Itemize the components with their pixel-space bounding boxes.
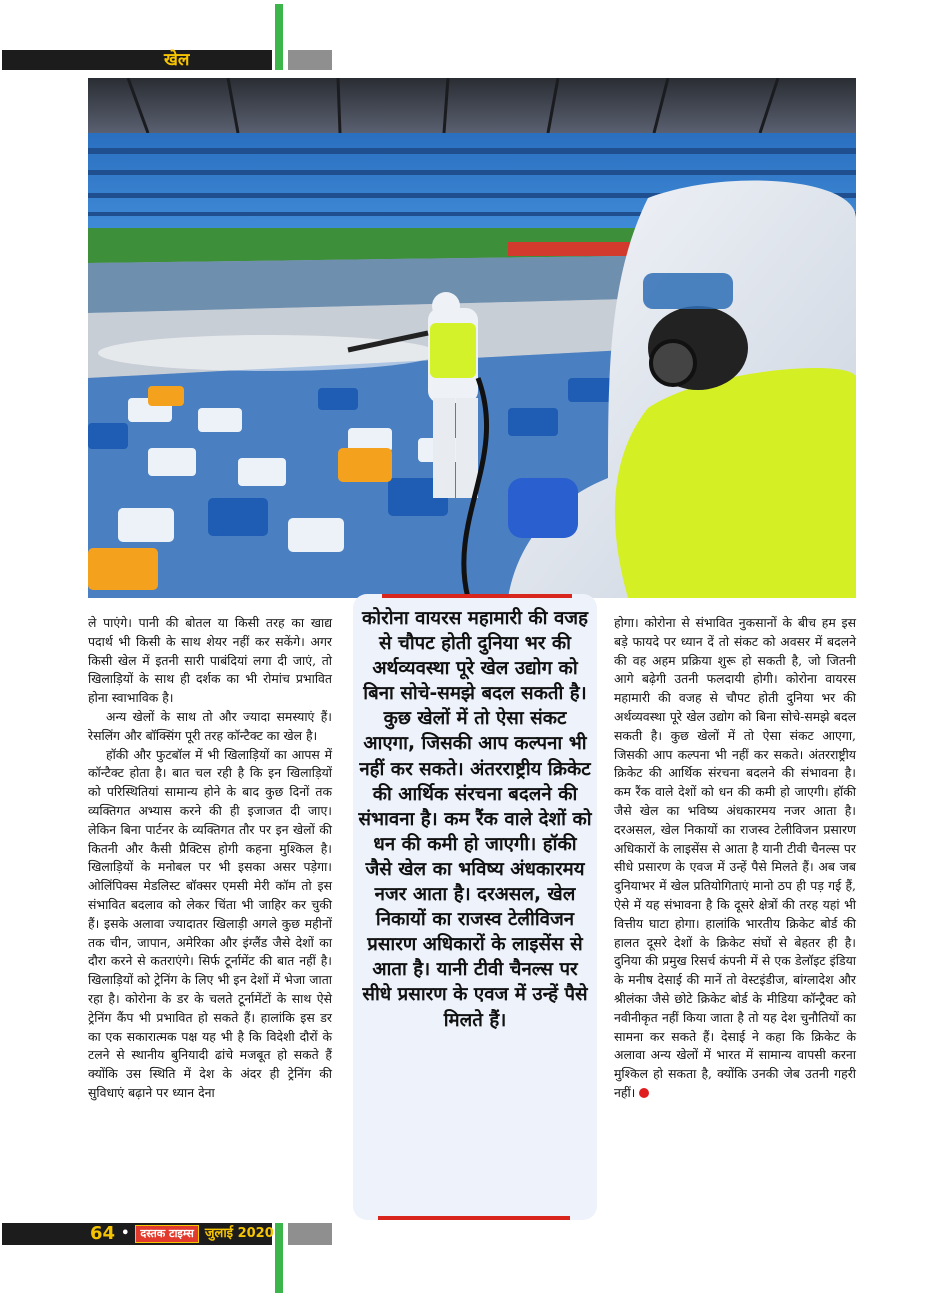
header-gray-block bbox=[288, 50, 332, 70]
left-paragraph-3: हॉकी और फुटबॉल में भी खिलाड़ियों का आपस में कॉन्टैक्ट होता है। बात चल रही है कि इन खिलाड़ियों को परिस्थितियां सामान्य होने के बाद कुछ दिनों तक व्यक्तिगत अभ्यास करने की ही इजाजत दी जाए। लेकिन बिना पार्टनर के व्यक्तिगत तौर पर इन खेलों की कितनी और कैसी प्रैक्टिस होगी कहना मुश्किल है। खिलाड़ियों के मनोबल पर भी इसका असर पड़ेगा। ओलिंपिक्स मेडलिस्ट बॉक्सर एमसी मेरी कॉम तो इस संभावित बदलाव को लेकर चिंता भी जाहिर कर चुकी हैं। इसके अलावा ज्यादातर खिलाड़ी अगले कुछ महीनों तक चीन, जापान, अमेरिका और इंग्लैंड जैसे देशों का दौरा करने से कतराएंगे। सिर्फ टूर्नामेंट की बात नहीं है। खिलाड़ियों को ट्रेनिंग के लिए भी इन देशों में भेजा जाता रहा है। कोरोना के डर के चलते टूर्नामेंटों के साथ ऐसे ट्रेनिंग कैंप भी प्रभावित हो सकते हैं। हालांकि इस डर का एक सकारात्मक पक्ष यह भी है कि विदेशी दौरों के टलने से स्थानीय बुनियादी ढांचे मजबूत हो सकते हैं क्योंकि उस स्थिति में देश के अंदर ही ट्रेनिंग की सुविधाएं बढ़ाने पर ध्यान देना bbox=[88, 746, 332, 1100]
left-paragraph-2: अन्य खेलों के साथ तो और ज्यादा समस्याएं हैं। रेसलिंग और बॉक्सिंग पूरी तरह कॉन्टैक्ट का खेल है। bbox=[88, 708, 332, 743]
section-label: खेल bbox=[164, 50, 190, 70]
header-green-stripe bbox=[275, 4, 283, 70]
end-mark-icon bbox=[639, 1088, 649, 1098]
footer-gray-block bbox=[288, 1223, 332, 1245]
magazine-logo: दस्तक टाइम्स bbox=[135, 1225, 198, 1243]
stadium-disinfection-photo bbox=[88, 78, 856, 598]
page-number: 64 bbox=[90, 1223, 116, 1244]
bullet-icon: • bbox=[121, 1226, 130, 1241]
right-paragraph-1-text: होगा। कोरोना से संभावित नुकसानों के बीच हम इस बड़े फायदे पर ध्यान दें तो संकट को अवसर में बदलने की वह अहम प्रक्रिया शुरू हो सकती है, जो जितनी आगे बढ़ेगी उतनी फलदायी होगी। कोरोना वायरस महामारी की वजह से चौपट होती दुनिया भर की अर्थव्यवस्था पूरे खेल उद्योग को बिना सोचे-समझे बदल सकती है। कुछ खेलों में तो ऐसा संकट आएगा, जिसकी आप कल्पना भी नहीं कर सकते। अंतरराष्ट्रीय क्रिकेट की आर्थिक संरचना बदलने की संभावना है। कम रैंक वाले देशों को धन की कमी हो जाएगी। हॉकी जैसे खेल का भविष्य अंधकारमय नजर आता है। दरअसल, खेल निकायों का राजस्व टेलीविजन प्रसारण अधिकारों के लाइसेंस से आता है यानी टीवी चैनल्स पर सीधे प्रसारण के एवज में उन्हें पैसे मिलते हैं। अब जब दुनियाभर में खेल प्रतियोगिताएं मानो ठप ही पड़ गई हैं, ऐसे में यह संभावना है कि दूसरे क्षेत्रों की तरह यहां भी वित्तीय घाटा होगा। हालांकि भारतीय क्रिकेट बोर्ड की हालत दूसरे देशों के क्रिकेट संघों से बेहतर ही है। दुनिया की प्रमुख रिसर्च कंपनी में से एक डेलॉइट इंडिया के मनीष देसाई की मानें तो वेस्टइंडीज, बांग्लादेश और श्रीलंका जैसे छोटे क्रिकेट बोर्ड के मीडिया कॉन्ट्रैक्ट को नवीनीकृत नहीं किया जाता है तो यह देश चुनौतियों का सामना कर सकते हैं। देसाई ने कहा कि क्रिकेट के अलावा अन्य खेलों में भारत में सामान्य वापसी करना मुश्किल हो सकता है, क्योंकि उनकी जेब उतनी गहरी नहीं। bbox=[614, 615, 856, 1100]
footer-green-stripe bbox=[275, 1223, 283, 1293]
left-text-column bbox=[88, 614, 332, 1103]
left-paragraph-1: ले पाएंगे। पानी की बोतल या किसी तरह का खाद्य पदार्थ भी किसी के साथ शेयर नहीं कर सकेंगे। अगर किसी खेल में इतनी सारी पाबंदियां लगा दी जाएं, तो खिलाड़ियों के साथ ही दर्शक का भी रोमांच प्रभावित होना स्वाभाविक है। bbox=[88, 615, 332, 706]
footer-info bbox=[90, 1223, 274, 1245]
pull-quote-text: कोरोना वायरस महामारी की वजह से चौपट होती दुनिया भर की अर्थव्यवस्था पूरे खेल उद्योग को बिना सोचे-समझे बदल सकती है। कुछ खेलों में तो ऐसा संकट आएगा, जिसकी आप कल्पना भी नहीं कर सकते। अंतरराष्ट्रीय क्रिकेट की आर्थिक संरचना बदलने की संभावना है। कम रैंक वाले देशों को धन की कमी हो जाएगी। हॉकी जैसे खेल का भविष्य अंधकारमय नजर आता है। दरअसल, खेल निकायों का राजस्व टेलीविजन प्रसारण अधिकारों के लाइसेंस से आता है। यानी टीवी चैनल्स पर सीधे प्रसारण के एवज में उन्हें पैसे मिलते हैं। bbox=[358, 608, 592, 1031]
header-bar bbox=[2, 50, 272, 70]
right-paragraph-1 bbox=[614, 614, 856, 1103]
issue-date: जुलाई 2020 bbox=[204, 1226, 274, 1241]
pull-quote-bottom-rule bbox=[378, 1216, 570, 1220]
pull-quote-top-rule bbox=[382, 594, 572, 598]
right-text-column bbox=[614, 614, 856, 1103]
